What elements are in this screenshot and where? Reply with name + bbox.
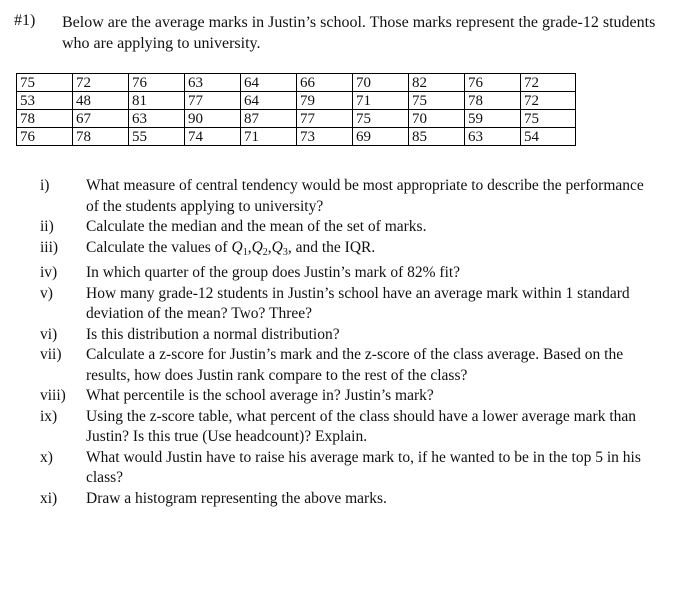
table-cell: 55 bbox=[129, 128, 185, 146]
part-text-post: , and the IQR. bbox=[287, 238, 376, 256]
part-label: iv) bbox=[40, 264, 58, 281]
question-parts-list bbox=[30, 176, 670, 509]
part-label: i) bbox=[40, 177, 50, 194]
part-text: Calculate the median and the mean of the set of marks. bbox=[86, 218, 427, 235]
question-number: #1) bbox=[14, 12, 36, 29]
table-cell: 71 bbox=[241, 128, 297, 146]
table-row bbox=[17, 128, 576, 146]
table-cell: 75 bbox=[409, 92, 465, 110]
table-cell: 69 bbox=[353, 128, 409, 146]
q-subscript: 3 bbox=[282, 246, 288, 258]
q-subscript: 1 bbox=[242, 246, 248, 258]
table-cell: 63 bbox=[185, 74, 241, 92]
part-text: In which quarter of the group does Justin’s mark of 82% fit? bbox=[86, 264, 461, 281]
table-cell: 63 bbox=[465, 128, 521, 146]
table-cell: 48 bbox=[73, 92, 129, 110]
table-cell: 72 bbox=[521, 74, 576, 92]
table-cell: 74 bbox=[185, 128, 241, 146]
table-cell: 85 bbox=[409, 128, 465, 146]
table-cell: 79 bbox=[297, 92, 353, 110]
table-row bbox=[17, 74, 576, 92]
table-cell: 63 bbox=[129, 110, 185, 128]
table-cell: 78 bbox=[17, 110, 73, 128]
part-text: What percentile is the school average in? Justin’s mark? bbox=[86, 387, 434, 404]
part-text: What measure of central tendency would be most appropriate to describe the performance of the students applying to university? bbox=[86, 177, 644, 215]
part-iii bbox=[30, 238, 670, 264]
table-cell: 53 bbox=[17, 92, 73, 110]
table-cell: 73 bbox=[297, 128, 353, 146]
table-cell: 66 bbox=[297, 74, 353, 92]
table-cell: 76 bbox=[129, 74, 185, 92]
part-iv bbox=[30, 263, 670, 284]
q-subscript: 2 bbox=[262, 246, 268, 258]
table-cell: 77 bbox=[185, 92, 241, 110]
part-vii bbox=[30, 345, 670, 386]
table-row bbox=[17, 110, 576, 128]
table-cell: 67 bbox=[73, 110, 129, 128]
marks-table bbox=[16, 73, 576, 146]
part-label: xi) bbox=[40, 489, 58, 507]
table-cell: 70 bbox=[353, 74, 409, 92]
part-i bbox=[30, 176, 670, 217]
table-cell: 82 bbox=[409, 74, 465, 92]
table-cell: 70 bbox=[409, 110, 465, 128]
table-cell: 81 bbox=[129, 92, 185, 110]
part-text: Draw a histogram representing the above marks. bbox=[86, 489, 387, 507]
q-symbol: Q bbox=[251, 238, 263, 256]
q-symbol: Q bbox=[231, 238, 243, 256]
table-cell: 75 bbox=[353, 110, 409, 128]
table-cell: 59 bbox=[465, 110, 521, 128]
table-cell: 64 bbox=[241, 74, 297, 92]
part-label: viii) bbox=[40, 387, 66, 404]
part-text: What would Justin have to raise his average mark to, if he wanted to be in the top 5 in his class? bbox=[86, 448, 641, 486]
table-cell: 90 bbox=[185, 110, 241, 128]
part-label: vii) bbox=[40, 346, 62, 363]
table-cell: 77 bbox=[297, 110, 353, 128]
part-viii bbox=[30, 386, 670, 407]
part-xi bbox=[30, 489, 670, 510]
part-text: Calculate a z-score for Justin’s mark and the z-score of the class average. Based on the results, how does Justin rank compare to the rest of the class? bbox=[86, 346, 624, 384]
table-row bbox=[17, 92, 576, 110]
table-cell: 78 bbox=[465, 92, 521, 110]
part-text-pre: Calculate the values of bbox=[86, 238, 232, 256]
table-cell: 64 bbox=[241, 92, 297, 110]
part-label: ii) bbox=[40, 218, 54, 235]
question-intro: Below are the average marks in Justin’s school. Those marks represent the grade-12 students who are applying to university. bbox=[62, 14, 656, 52]
table-cell: 76 bbox=[17, 128, 73, 146]
table-cell: 75 bbox=[521, 110, 576, 128]
table-cell: 71 bbox=[353, 92, 409, 110]
part-label: x) bbox=[40, 448, 53, 466]
part-text: Is this distribution a normal distribution? bbox=[86, 325, 340, 343]
part-label: v) bbox=[40, 284, 53, 302]
q-symbol: Q bbox=[271, 238, 283, 256]
table-cell: 72 bbox=[521, 92, 576, 110]
table-cell: 54 bbox=[521, 128, 576, 146]
part-vi bbox=[30, 325, 670, 346]
part-label: ix) bbox=[40, 407, 58, 425]
table-cell: 75 bbox=[17, 74, 73, 92]
part-text: Calculate the values of $Q_1,Q_2,Q_3$, and the IQR. bbox=[86, 238, 376, 258]
table-cell: 87 bbox=[241, 110, 297, 128]
part-text: Using the z-score table, what percent of the class should have a lower average mark than Justin? Is this true (Use headcount)? Explain. bbox=[86, 407, 637, 445]
part-label: vi) bbox=[40, 325, 58, 343]
part-ix bbox=[30, 407, 670, 448]
part-v bbox=[30, 284, 670, 325]
part-label: iii) bbox=[40, 238, 59, 256]
part-text: How many grade-12 students in Justin’s school have an average mark within 1 standard deviation of the mean? Two? Three? bbox=[86, 284, 630, 322]
table-cell: 78 bbox=[73, 128, 129, 146]
table-cell: 72 bbox=[73, 74, 129, 92]
table-cell: 76 bbox=[465, 74, 521, 92]
part-x bbox=[30, 448, 670, 489]
part-ii bbox=[30, 217, 670, 238]
